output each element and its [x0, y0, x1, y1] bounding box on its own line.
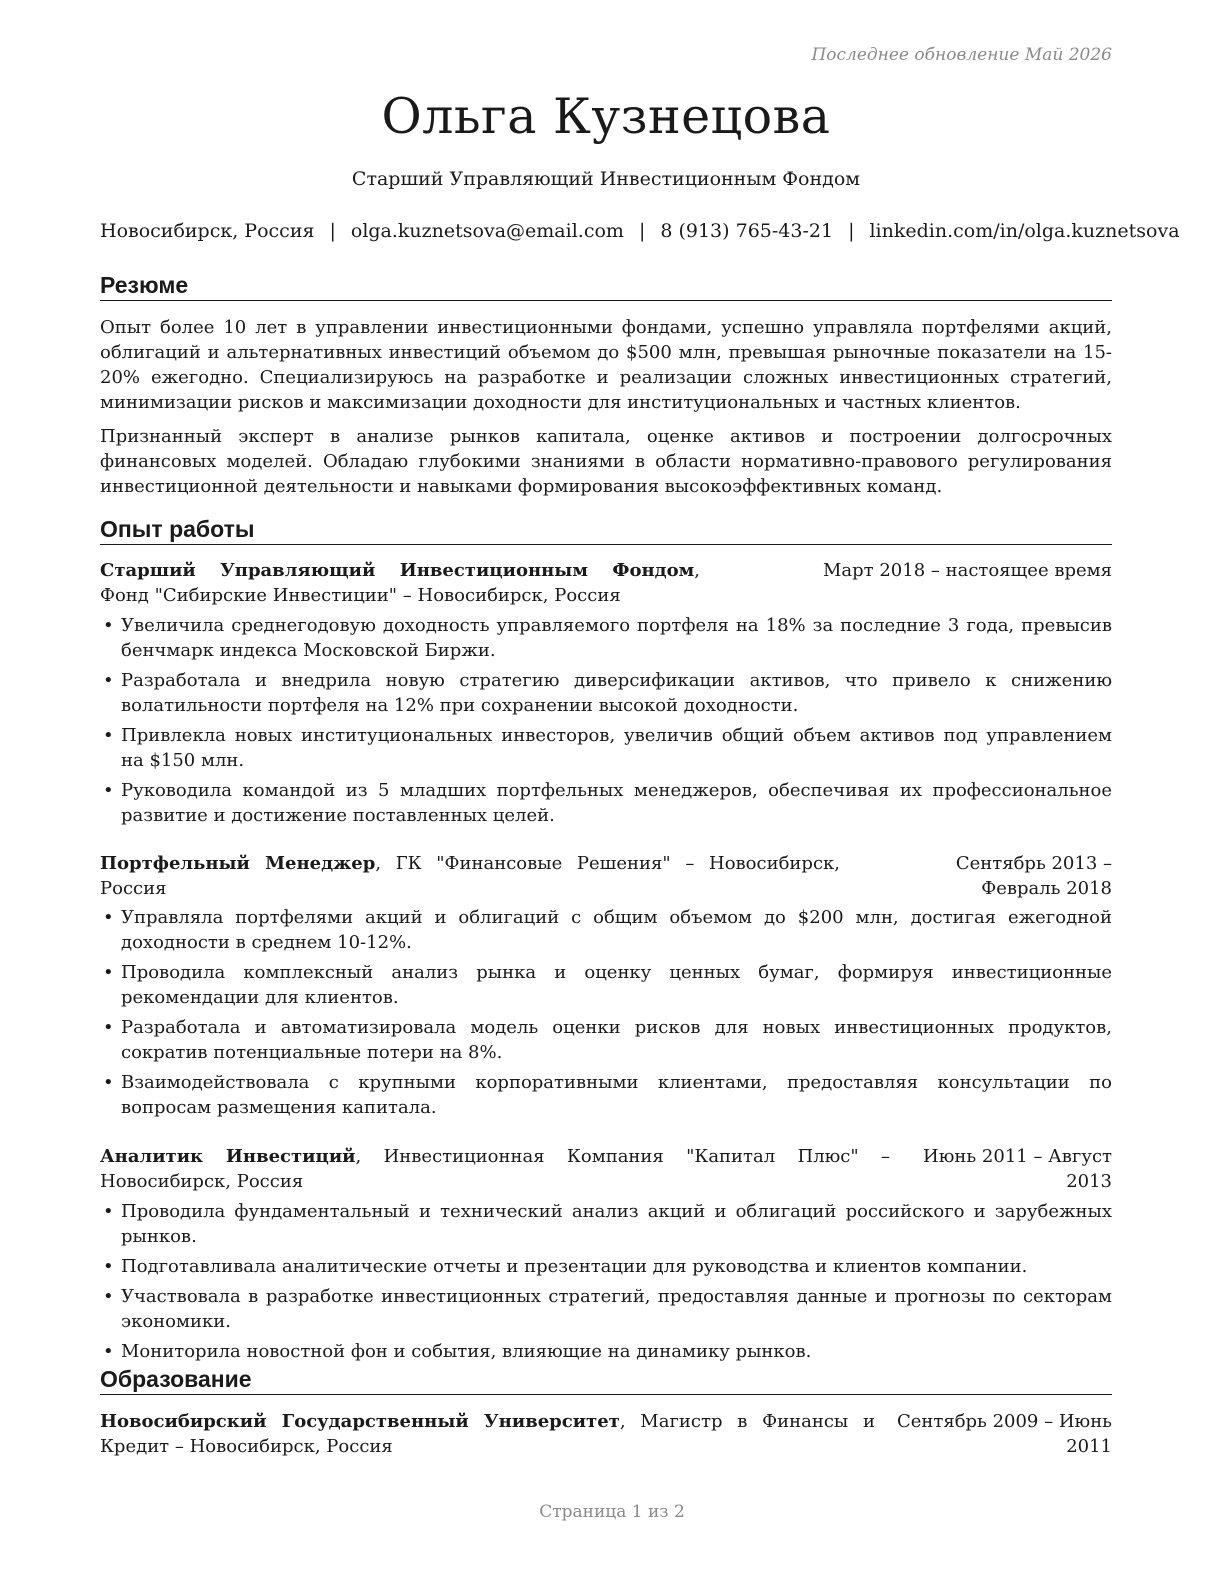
- list-item: • Управляла портфелями акций и облигаций с общим объемом до $200 млн, достигая ежегодной доходности в среднем 10-12%.: [100, 905, 1112, 955]
- education-dates: Сентябрь 2009 – Июнь 2011: [896, 1411, 1112, 1457]
- list-item: • Проводила фундаментальный и технический анализ акций и облигаций российского и зарубежных рынков.: [100, 1199, 1112, 1249]
- contact-separator: |: [848, 220, 855, 242]
- candidate-title: Старший Управляющий Инвестиционным Фондом: [351, 168, 861, 190]
- job-dates: Июнь 2011 – Август 2013: [923, 1146, 1112, 1192]
- education-heading: Образование: [100, 1366, 1112, 1395]
- list-item: • Проводила комплексный анализ рынка и оценку ценных бумаг, формируя инвестиционные рекомендации для клиентов.: [100, 960, 1112, 1010]
- job-bullets: [100, 905, 1112, 1125]
- contact-linkedin[interactable]: linkedin.com/in/olga.kuznetsova: [869, 220, 1180, 242]
- contact-location: Новосибирск, Россия: [100, 220, 315, 242]
- education-detail: , Магистр в Финансы и Кредит – Новосибирск, Россия: [100, 1411, 875, 1457]
- contact-separator: |: [329, 220, 336, 242]
- job-header: [100, 1144, 1112, 1194]
- job-org: , ГК "Финансовые Решения" – Новосибирск, Россия: [100, 853, 840, 899]
- contact-email[interactable]: olga.kuznetsova@email.com: [350, 220, 624, 242]
- contact-phone: 8 (913) 765-43-21: [660, 220, 834, 242]
- contact-line: [100, 220, 1180, 242]
- candidate-name: Ольга Кузнецова: [381, 88, 831, 145]
- list-item: • Мониторила новостной фон и события, влияющие на динамику рынков.: [100, 1339, 1112, 1364]
- summary-paragraph-2: Признанный эксперт в анализе рынков капитала, оценке активов и построении долгосрочных финансовых моделей. Обладаю глубокими знаниями в области нормативно-правового регулирования инвестиционной деятельности и навыками формирования высокоэффективных команд.: [100, 426, 1112, 497]
- list-item: • Разработала и автоматизировала модель оценки рисков для новых инвестиционных продуктов, сократив потенциальные потери на 8%.: [100, 1015, 1112, 1065]
- list-item: • Участвовала в разработке инвестиционных стратегий, предоставляя данные и прогнозы по секторам экономики.: [100, 1284, 1112, 1334]
- list-item: • Привлекла новых институциональных инвесторов, увеличив общий объем активов под управлением на $150 млн.: [100, 723, 1112, 773]
- contact-separator: |: [638, 220, 646, 242]
- list-item: • Подготавливала аналитические отчеты и презентации для руководства и клиентов компании.: [100, 1254, 1112, 1279]
- job-bullets: [100, 613, 1112, 833]
- job-role: Портфельный Менеджер: [100, 853, 376, 874]
- job-org: , Фонд "Сибирские Инвестиции" – Новосибирск, Россия: [100, 560, 700, 606]
- last-updated-note: Последнее обновление Май 2026: [811, 45, 1112, 65]
- list-item: • Взаимодействовала с крупными корпоративными клиентами, предоставляя консультации по вопросам размещения капитала.: [100, 1070, 1112, 1120]
- education-school: Новосибирский Государственный Университет: [100, 1411, 620, 1432]
- summary-heading: Резюме: [100, 272, 1112, 301]
- job-bullets: [100, 1199, 1112, 1369]
- education-entry: [100, 1409, 1112, 1459]
- job-org: , Инвестиционная Компания "Капитал Плюс" – Новосибирск, Россия: [100, 1146, 890, 1192]
- job-header: [100, 851, 1112, 901]
- job-dates: Сентябрь 2013 – Февраль 2018: [955, 853, 1112, 899]
- list-item: • Руководила командой из 5 младших портфельных менеджеров, обеспечивая их профессиональное развитие и достижение поставленных целей.: [100, 778, 1112, 828]
- list-item: • Увеличила среднегодовую доходность управляемого портфеля на 18% за последние 3 года, превысив бенчмарк индекса Московской Биржи.: [100, 613, 1112, 663]
- job-dates: Март 2018 – настоящее время: [822, 560, 1112, 581]
- summary-paragraph-1: Опыт более 10 лет в управлении инвестиционными фондами, успешно управляла портфелями акций, облигаций и альтернативных инвестиций объемом до $500 млн, превышая рыночные показатели на 15-20% ежегодно. Специализируюсь на разработке и реализации сложных инвестиционных стратегий, минимизации рисков и максимизации доходности для институциональных и частных клиентов.: [100, 317, 1112, 413]
- job-role: Аналитик Инвестиций: [100, 1146, 356, 1167]
- experience-heading: Опыт работы: [100, 516, 1112, 545]
- job-header: [100, 558, 1112, 608]
- job-role: Старший Управляющий Инвестиционным Фондом: [100, 560, 695, 581]
- page-number: Страница 1 из 2: [539, 1502, 685, 1522]
- list-item: • Разработала и внедрила новую стратегию диверсификации активов, что привело к снижению волатильности портфеля на 12% при сохранении высокой доходности.: [100, 668, 1112, 718]
